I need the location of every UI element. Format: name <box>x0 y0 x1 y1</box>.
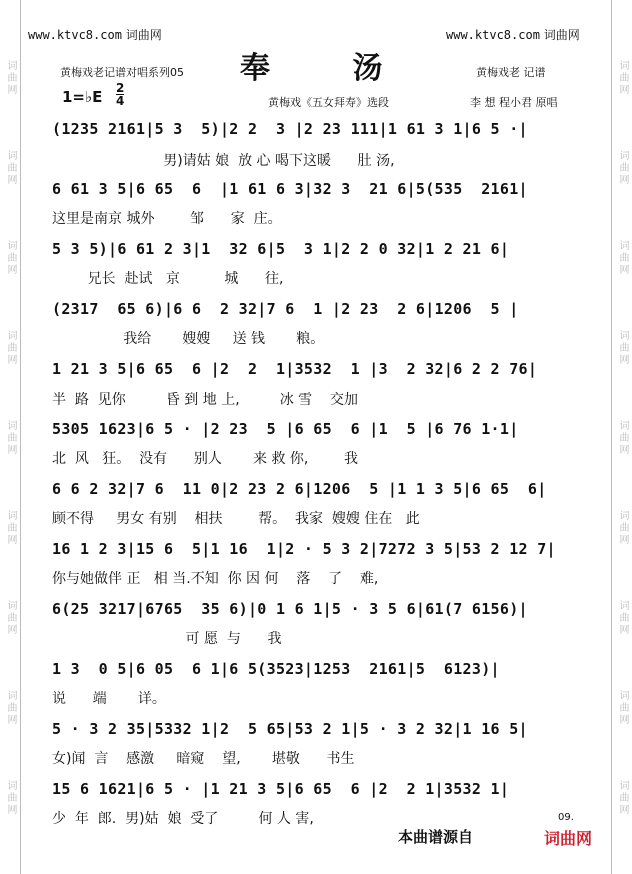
site-url[interactable]: www.ktvc8.com <box>28 28 122 42</box>
lyric-line: 男)请姑 娘 放 心 喝下这暖 肚 汤, <box>52 153 395 169</box>
watermark-text: 词曲网 <box>617 690 628 726</box>
watermark-text: 词曲网 <box>5 420 16 456</box>
watermark-text: 词曲网 <box>617 150 628 186</box>
source-footer: 本曲谱源自 <box>398 828 474 846</box>
source-label: 黄梅戏《五女拜寿》选段 <box>268 96 389 109</box>
transcriber-label: 黄梅戏老 记谱 <box>476 66 546 79</box>
brand-logo[interactable]: 词曲网 <box>544 829 593 848</box>
notation-line: 1 3 0 5|6 05 6 1|6 5(3523|1253 2161|5 6123)| <box>52 660 500 678</box>
watermark-text: 词曲网 <box>617 780 628 816</box>
key-signature: 1=♭E <box>62 88 103 106</box>
watermark-text: 词曲网 <box>617 600 628 636</box>
performers-label: 李 想 程小君 原唱 <box>470 96 558 109</box>
time-signature-bottom: 4 <box>116 94 125 108</box>
notation-line: 5305 1623|6 5 · |2 23 5 |6 65 6 |1 5 |6 76 1·1| <box>52 420 519 438</box>
site-name: 词曲网 <box>125 28 162 42</box>
notation-line: 6 6 2 32|7 6 11 0|2 23 2 6|1206 5 |1 1 3 5|6 65 6| <box>52 480 547 498</box>
watermark-text: 词曲网 <box>617 420 628 456</box>
notation-line: 5 · 3 2 35|5332 1|2 5 65|53 2 1|5 · 3 2 32|1 16 5| <box>52 720 528 738</box>
lyric-line: 少 年 郎. 男)姑 娘 受了 何 人 害, <box>52 811 314 827</box>
page-number: 09. <box>558 812 574 823</box>
watermark-text: 词曲网 <box>5 330 16 366</box>
lyric-line: 兄长 赴试 京 城 往, <box>52 271 284 287</box>
watermark-text: 词曲网 <box>5 510 16 546</box>
watermark-text: 词曲网 <box>5 690 16 726</box>
notation-line: 5 3 5)|6 61 2 3|1 32 6|5 3 1|2 2 0 32|1 2 21 6| <box>52 240 510 258</box>
watermark-text: 词曲网 <box>617 330 628 366</box>
lyric-line: 顾不得 男女 有别 相扶 帮。 我家 嫂嫂 住在 此 <box>52 511 420 527</box>
notation-line: 16 1 2 3|15 6 5|1 16 1|2 · 5 3 2|7272 3 5|53 2 12 7| <box>52 540 556 558</box>
lyric-line: 半 路 见你 昏 到 地 上, 冰 雪 交加 <box>52 392 358 408</box>
watermark-text: 词曲网 <box>5 60 16 96</box>
lyric-line: 这里是南京 城外 邹 家 庄。 <box>52 211 282 227</box>
time-signature-top: 2 <box>116 81 125 95</box>
site-name: 词曲网 <box>543 28 580 42</box>
watermark-text: 词曲网 <box>5 150 16 186</box>
right-watermark-column <box>611 0 632 874</box>
lyric-line: 可 愿 与 我 <box>52 631 282 647</box>
lyric-line: 北 风 狂。 没有 别人 来 救 你, 我 <box>52 451 358 467</box>
site-header-right <box>446 26 580 43</box>
site-url[interactable]: www.ktvc8.com <box>446 28 540 42</box>
notation-line: 1 21 3 5|6 65 6 |2 2 1|3532 1 |3 2 32|6 2 2 76| <box>52 360 538 378</box>
site-header-left <box>28 26 162 43</box>
notation-line: (2317 65 6)|6 6 2 32|7 6 1 |2 23 2 6|1206 5 | <box>52 300 519 318</box>
notation-line: (1235 2161|5 3 5)|2 2 3 |2 23 111|1 61 3 1|6 5 ·| <box>52 120 528 138</box>
lyric-line: 你与她做伴 正 相 当.不知 你 因 何 落 了 难, <box>52 571 379 587</box>
time-signature <box>116 82 124 107</box>
lyric-line: 说 端 详。 <box>52 691 166 707</box>
watermark-text: 词曲网 <box>5 240 16 276</box>
notation-line: 6 61 3 5|6 65 6 |1 61 6 3|32 3 21 6|5(535 2161| <box>52 180 528 198</box>
watermark-text: 词曲网 <box>617 240 628 276</box>
left-watermark-column <box>0 0 21 874</box>
watermark-text: 词曲网 <box>5 600 16 636</box>
lyric-line: 我给 嫂嫂 送 钱 粮。 <box>52 331 325 347</box>
series-label: 黄梅戏老记谱对唱系列05 <box>60 66 184 79</box>
lyric-line: 女)闻 言 感激 暗窥 望, 堪敬 书生 <box>52 751 355 767</box>
notation-line: 15 6 1621|6 5 · |1 21 3 5|6 65 6 |2 2 1|3532 1| <box>52 780 510 798</box>
watermark-text: 词曲网 <box>617 510 628 546</box>
notation-line: 6(25 3217|6765 35 6)|0 1 6 1|5 · 3 5 6|61(7 6156)| <box>52 600 528 618</box>
watermark-text: 词曲网 <box>5 780 16 816</box>
watermark-text: 词曲网 <box>617 60 628 96</box>
page-title: 奉 汤 <box>240 51 419 86</box>
